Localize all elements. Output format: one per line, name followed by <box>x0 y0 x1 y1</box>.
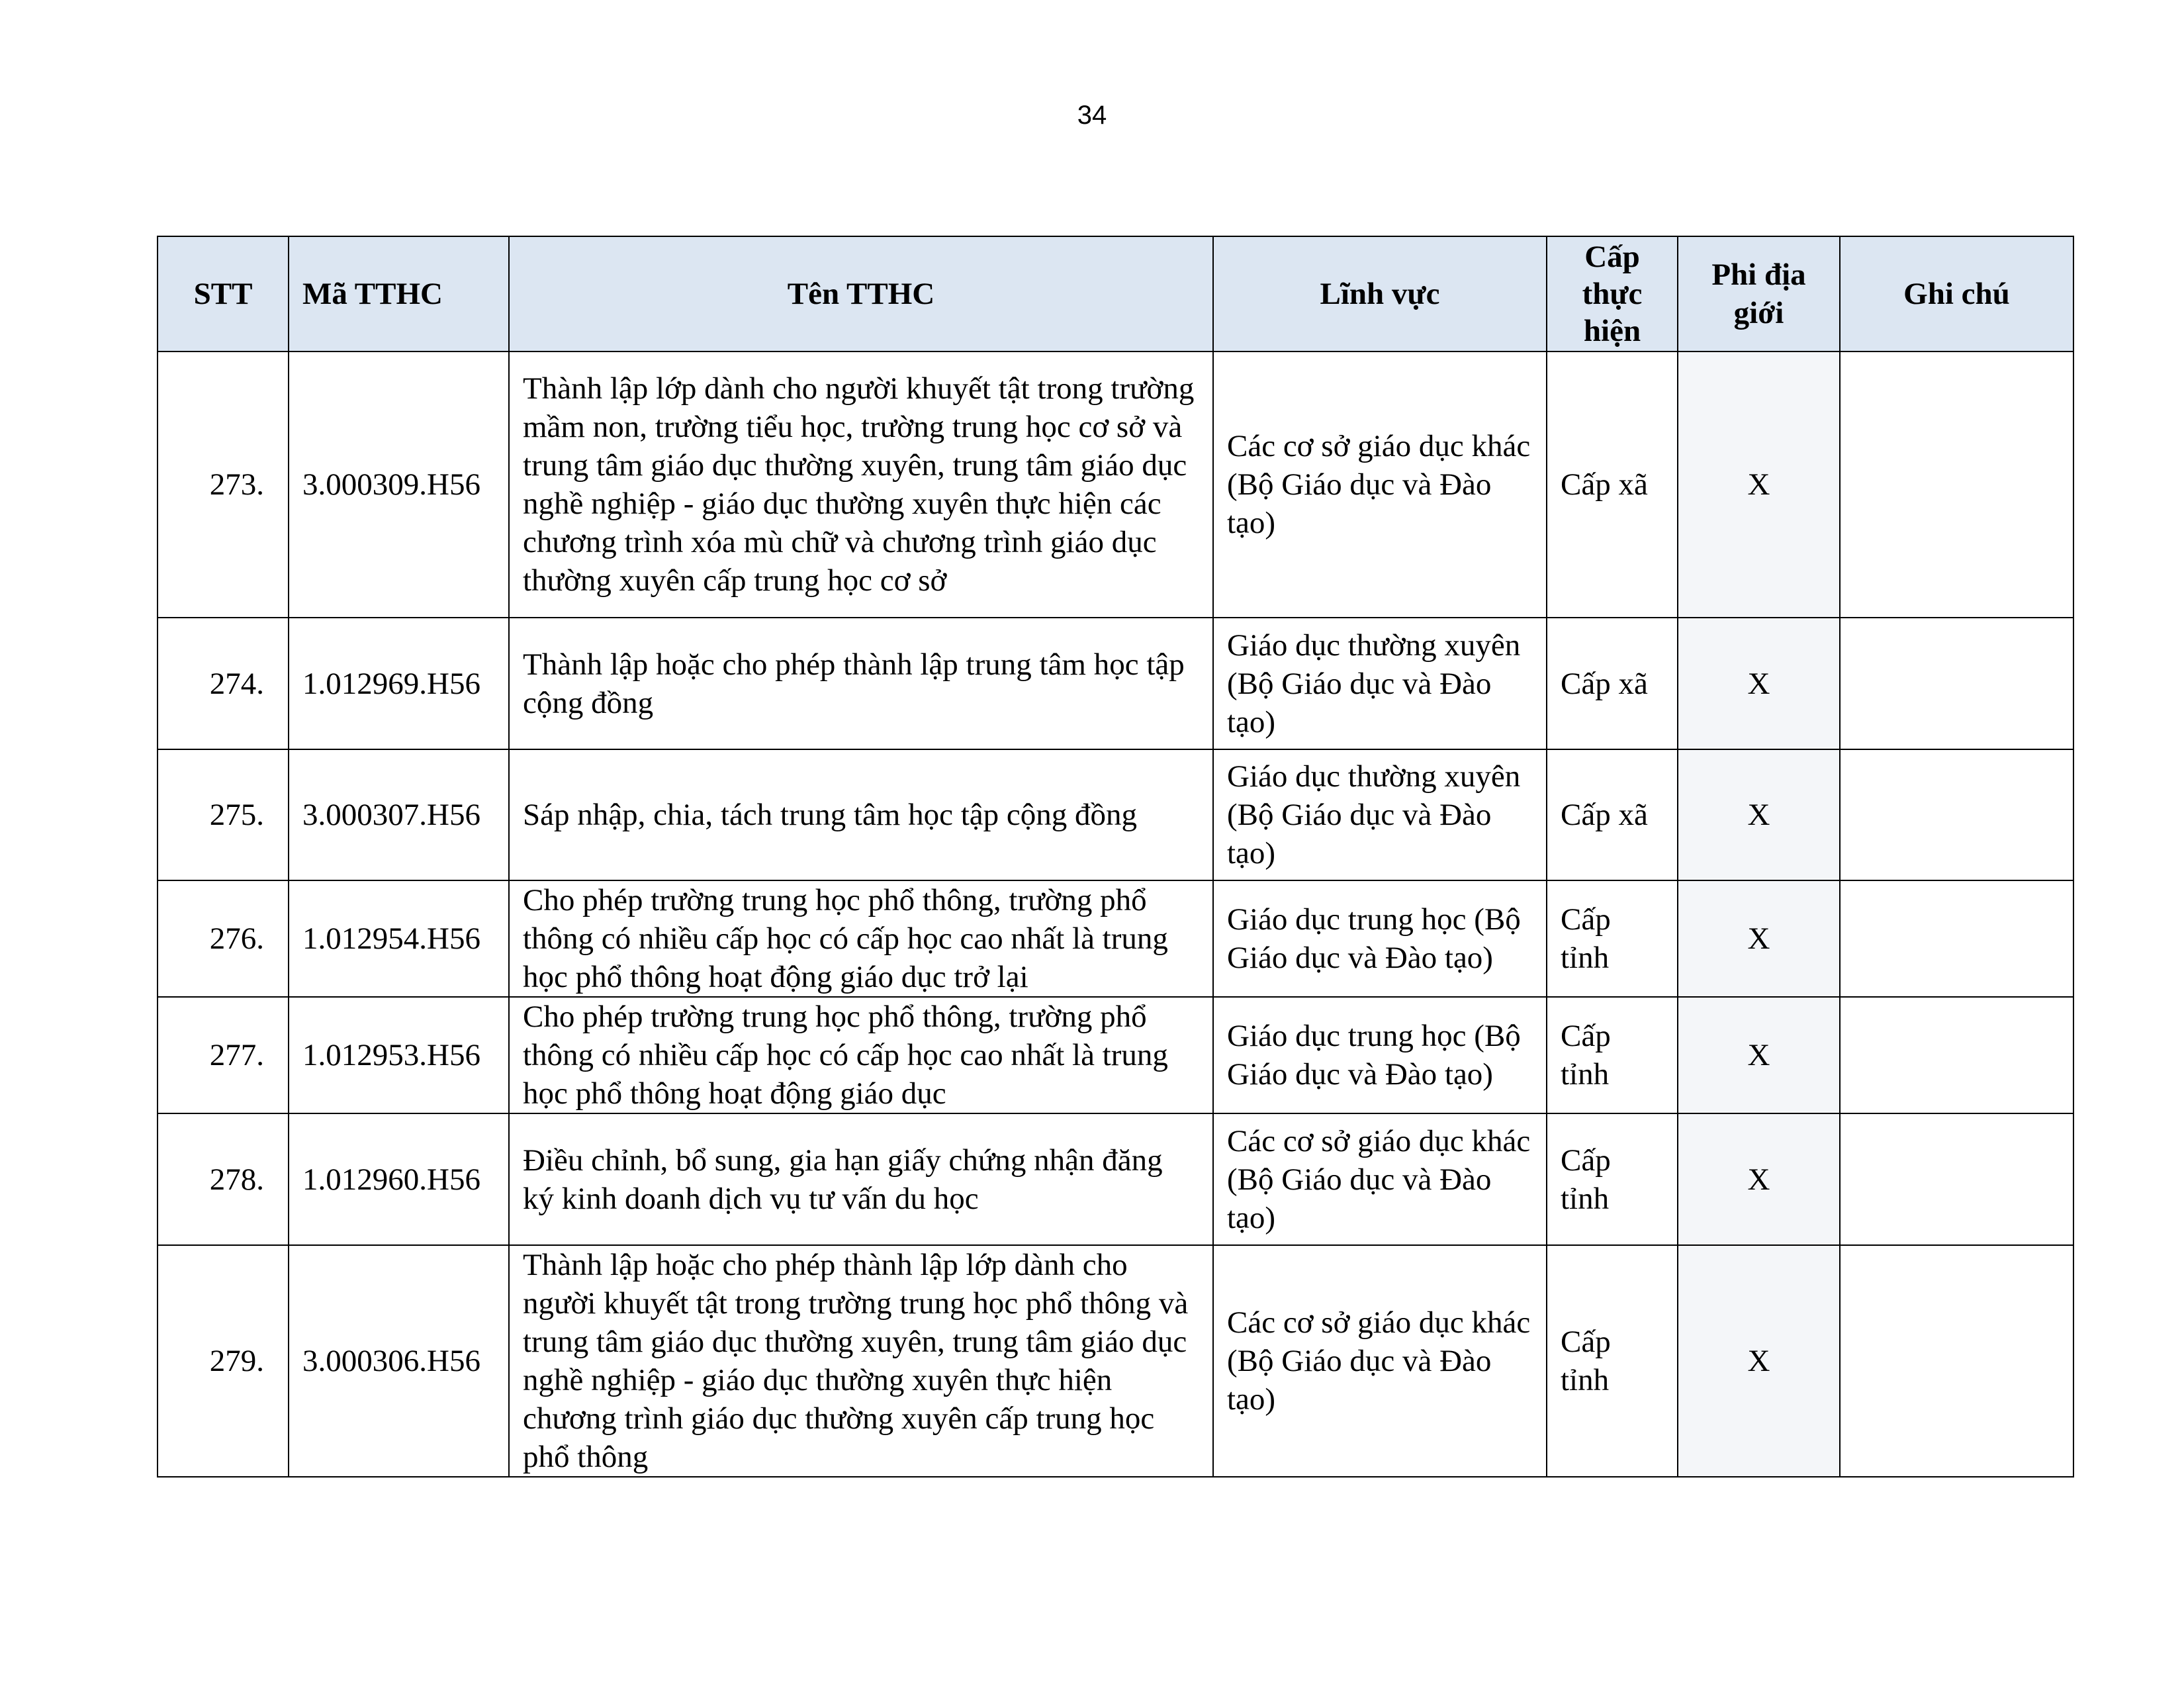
cell-phi-dia-gioi: X <box>1678 749 1840 880</box>
cell-name: Thành lập hoặc cho phép thành lập trung tâm học tập cộng đồng <box>509 618 1213 749</box>
cell-code: 1.012953.H56 <box>289 997 509 1113</box>
cell-level: Cấp xã <box>1547 618 1678 749</box>
cell-name: Thành lập lớp dành cho người khuyết tật trong trường mầm non, trường tiểu học, trường trung học cơ sở và trung tâm giáo dục thường xuyên, trung tâm giáo dục nghề nghiệp - giáo dục thường xuyên thực hiện các chương trình xóa mù chữ và chương trình giáo dục thường xuyên cấp trung học cơ sở <box>509 352 1213 618</box>
cell-note <box>1840 618 2073 749</box>
cell-code: 1.012960.H56 <box>289 1113 509 1245</box>
table-header <box>158 236 2073 352</box>
table-body <box>158 352 2073 1477</box>
cell-stt: 278. <box>158 1113 289 1245</box>
cell-phi-dia-gioi: X <box>1678 997 1840 1113</box>
cell-field: Các cơ sở giáo dục khác (Bộ Giáo dục và Đào tạo) <box>1213 1245 1547 1477</box>
cell-level: Cấp tỉnh <box>1547 1245 1678 1477</box>
header-level-line: hiện <box>1583 314 1641 348</box>
table-row <box>158 997 2073 1113</box>
header-level-line: Cấp <box>1584 240 1640 274</box>
cell-field: Các cơ sở giáo dục khác (Bộ Giáo dục và Đào tạo) <box>1213 352 1547 618</box>
cell-note <box>1840 880 2073 997</box>
header-level <box>1547 236 1678 352</box>
header-stt: STT <box>158 236 289 352</box>
cell-stt: 277. <box>158 997 289 1113</box>
cell-note <box>1840 352 2073 618</box>
cell-level: Cấp tỉnh <box>1547 1113 1678 1245</box>
cell-stt: 274. <box>158 618 289 749</box>
cell-code: 1.012969.H56 <box>289 618 509 749</box>
header-name: Tên TTHC <box>509 236 1213 352</box>
cell-stt: 273. <box>158 352 289 618</box>
cell-note <box>1840 997 2073 1113</box>
header-phi-line: giới <box>1733 296 1784 330</box>
cell-stt: 276. <box>158 880 289 997</box>
cell-code: 3.000309.H56 <box>289 352 509 618</box>
cell-note <box>1840 749 2073 880</box>
table-row <box>158 880 2073 997</box>
cell-stt: 275. <box>158 749 289 880</box>
table-row <box>158 1245 2073 1477</box>
table-row <box>158 749 2073 880</box>
cell-level: Cấp tỉnh <box>1547 880 1678 997</box>
table-row <box>158 1113 2073 1245</box>
cell-stt: 279. <box>158 1245 289 1477</box>
header-note: Ghi chú <box>1840 236 2073 352</box>
cell-level: Cấp xã <box>1547 749 1678 880</box>
cell-code: 3.000307.H56 <box>289 749 509 880</box>
page-number: 34 <box>1077 101 1107 130</box>
table-row <box>158 352 2073 618</box>
cell-level: Cấp xã <box>1547 352 1678 618</box>
cell-code: 1.012954.H56 <box>289 880 509 997</box>
cell-name: Điều chỉnh, bổ sung, gia hạn giấy chứng nhận đăng ký kinh doanh dịch vụ tư vấn du học <box>509 1113 1213 1245</box>
cell-field: Giáo dục trung học (Bộ Giáo dục và Đào tạo) <box>1213 997 1547 1113</box>
cell-note <box>1840 1113 2073 1245</box>
table-row <box>158 618 2073 749</box>
cell-phi-dia-gioi: X <box>1678 618 1840 749</box>
cell-code: 3.000306.H56 <box>289 1245 509 1477</box>
cell-name: Cho phép trường trung học phổ thông, trường phổ thông có nhiều cấp học có cấp học cao nhất là trung học phổ thông hoạt động giáo dục trở lại <box>509 880 1213 997</box>
cell-field: Giáo dục thường xuyên (Bộ Giáo dục và Đào tạo) <box>1213 618 1547 749</box>
cell-field: Giáo dục thường xuyên (Bộ Giáo dục và Đào tạo) <box>1213 749 1547 880</box>
cell-level: Cấp tỉnh <box>1547 997 1678 1113</box>
cell-phi-dia-gioi: X <box>1678 352 1840 618</box>
header-phi-line: Phi địa <box>1711 258 1806 292</box>
header-phi-dia-gioi <box>1678 236 1840 352</box>
cell-phi-dia-gioi: X <box>1678 1245 1840 1477</box>
header-level-line: thực <box>1582 277 1643 311</box>
cell-note <box>1840 1245 2073 1477</box>
cell-name: Sáp nhập, chia, tách trung tâm học tập cộng đồng <box>509 749 1213 880</box>
cell-field: Giáo dục trung học (Bộ Giáo dục và Đào tạo) <box>1213 880 1547 997</box>
cell-phi-dia-gioi: X <box>1678 880 1840 997</box>
header-field: Lĩnh vực <box>1213 236 1547 352</box>
procedure-table <box>157 236 2074 1477</box>
header-row <box>158 236 2073 352</box>
cell-field: Các cơ sở giáo dục khác (Bộ Giáo dục và Đào tạo) <box>1213 1113 1547 1245</box>
header-code: Mã TTHC <box>289 236 509 352</box>
cell-name: Thành lập hoặc cho phép thành lập lớp dành cho người khuyết tật trong trường trung học phổ thông và trung tâm giáo dục thường xuyên, trung tâm giáo dục nghề nghiệp - giáo dục thường xuyên thực hiện chương trình giáo dục thường xuyên cấp trung học phổ thông <box>509 1245 1213 1477</box>
cell-name: Cho phép trường trung học phổ thông, trường phổ thông có nhiều cấp học có cấp học cao nhất là trung học phổ thông hoạt động giáo dục <box>509 997 1213 1113</box>
cell-phi-dia-gioi: X <box>1678 1113 1840 1245</box>
